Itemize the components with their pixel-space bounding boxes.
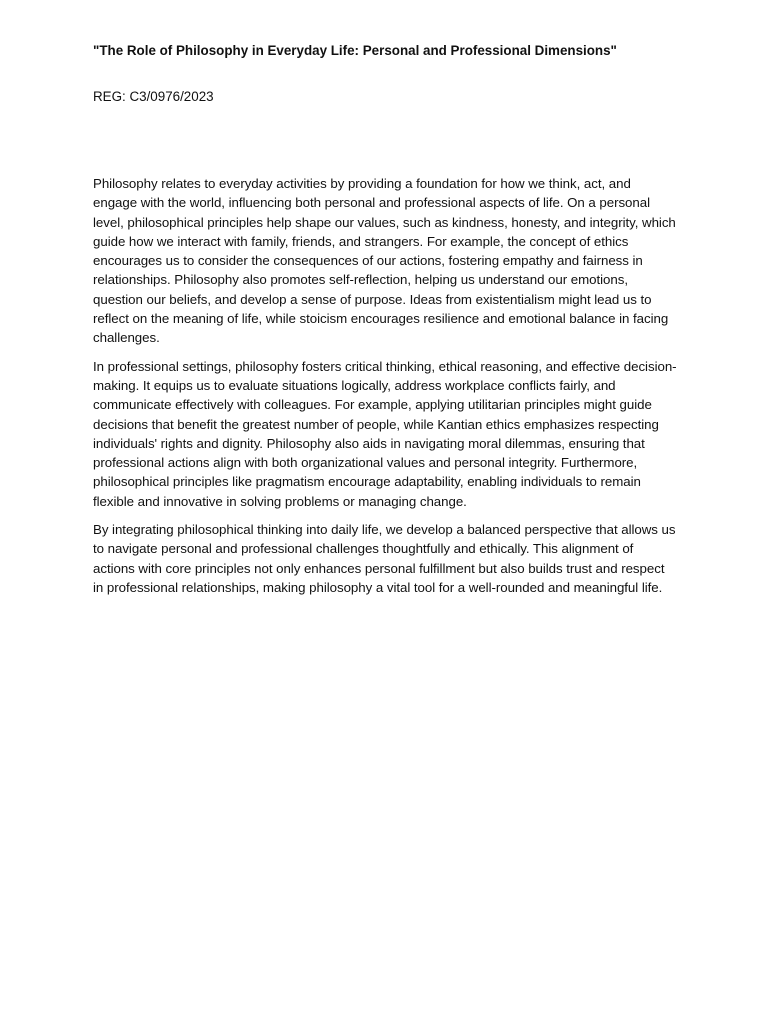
body-paragraph-3: By integrating philosophical thinking into daily life, we develop a balanced perspective that allows us to navigate personal and professional challenges thoughtfully and ethically. This alignment of actions with core principles not only enhances personal fulfillment but also builds trust and respect in professional relationships, making philosophy a vital tool for a well-rounded and meaningful life.: [93, 522, 676, 595]
document-body: [93, 174, 678, 606]
body-paragraph-2: In professional settings, philosophy fosters critical thinking, ethical reasoning, and effective decision-making. It equips us to evaluate situations logically, address workplace conflicts fairly, and communicate effectively with colleagues. For example, applying utilitarian principles might guide decisions that benefit the greatest number of people, while Kantian ethics emphasizes respecting individuals' rights and dignity. Philosophy also aids in navigating moral dilemmas, ensuring that professional actions align with both organizational values and personal integrity. Furthermore, philosophical principles like pragmatism encourage adaptability, enabling individuals to remain flexible and innovative in solving problems or managing change.: [93, 358, 677, 509]
document-title: "The Role of Philosophy in Everyday Life: Personal and Professional Dimensions": [93, 43, 617, 58]
body-paragraph-1: Philosophy relates to everyday activities by providing a foundation for how we think, act, and engage with the world, influencing both personal and professional aspects of life. On a personal level, philosophical principles help shape our values, such as kindness, honesty, and integrity, which guide how we interact with family, friends, and strangers. For example, the concept of ethics encourages us to consider the consequences of our actions, fostering empathy and fairness in relationships. Philosophy also promotes self-reflection, helping us understand our emotions, question our beliefs, and develop a sense of purpose. Ideas from existentialism might lead us to reflect on the meaning of life, while stoicism encourages resilience and emotional balance in facing challenges.: [93, 176, 676, 346]
registration-number: REG: C3/0976/2023: [93, 89, 214, 104]
